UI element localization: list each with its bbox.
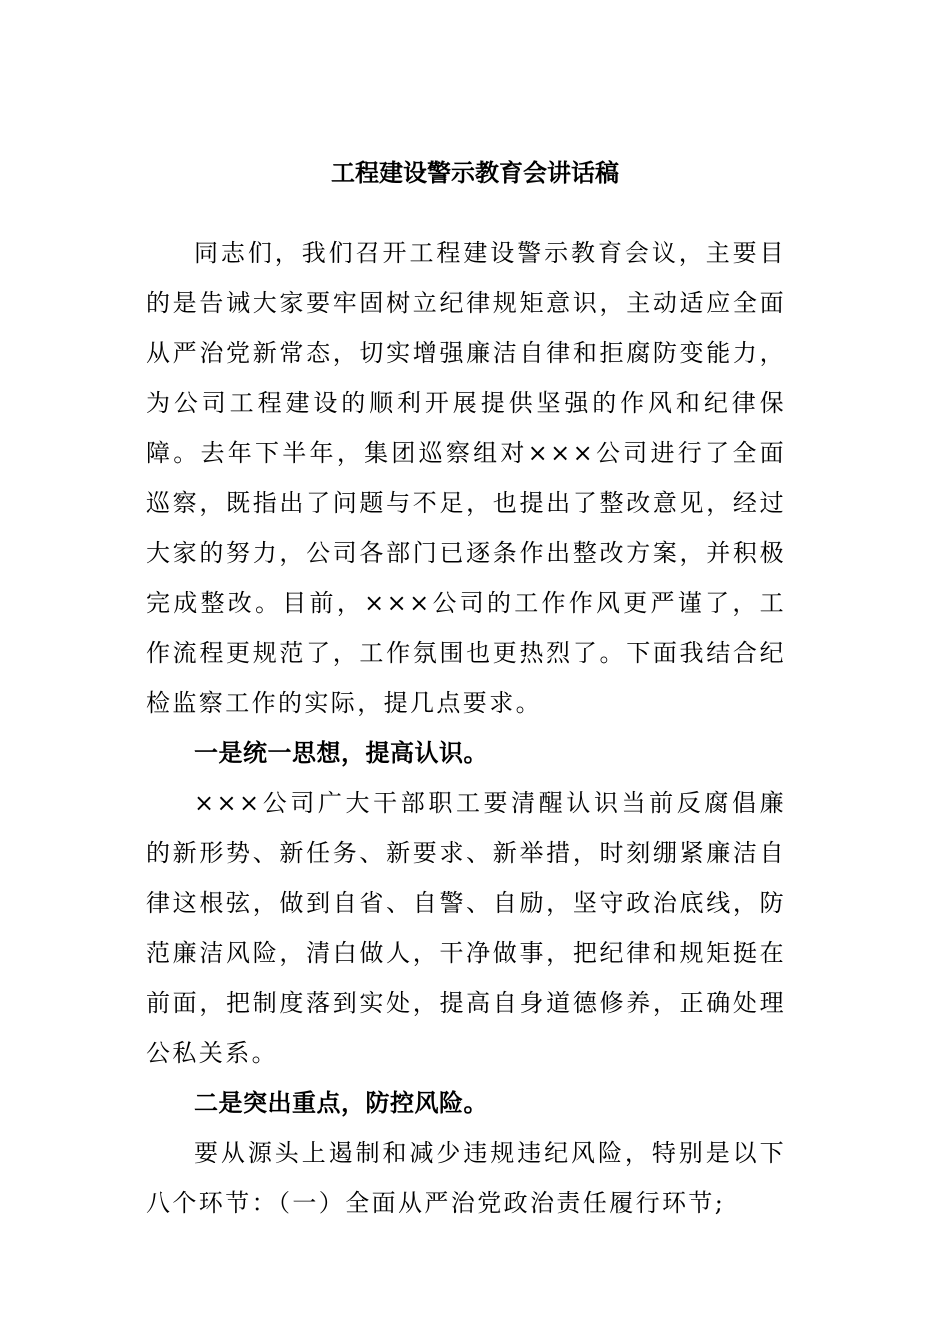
document-body (146, 228, 786, 1228)
paragraph-section-2: 要从源头上遏制和减少违规违纪风险，特别是以下八个环节：（一）全面从严治党政治责任履行环节; (146, 1139, 786, 1217)
section-heading-1: 一是统一思想，提高认识。 (194, 739, 488, 767)
paragraph-section-1: ×××公司广大干部职工要清醒认识当前反腐倡廉的新形势、新任务、新要求、新举措，时刻绷紧廉洁自律这根弦，做到自省、自警、自励，坚守政治底线，防范廉洁风险，清白做人，干净做事，把纪律和规矩挺在前面，把制度落到实处，提高自身道德修养，正确处理公私关系。 (146, 789, 786, 1067)
paragraph-intro: 同志们，我们召开工程建设警示教育会议，主要目的是告诫大家要牢固树立纪律规矩意识，主动适应全面从严治党新常态，切实增强廉洁自律和拒腐防变能力，为公司工程建设的顺利开展提供坚强的作风和纪律保障。去年下半年，集团巡察组对×××公司进行了全面巡察，既指出了问题与不足，也提出了整改意见，经过大家的努力，公司各部门已逐条作出整改方案，并积极完成整改。目前，×××公司的工作作风更严谨了，工作流程更规范了，工作氛围也更热烈了。下面我结合纪检监察工作的实际，提几点要求。 (146, 239, 786, 717)
section-heading-2: 二是突出重点，防控风险。 (194, 1089, 488, 1117)
document-title: 工程建设警示教育会讲话稿 (331, 159, 619, 187)
